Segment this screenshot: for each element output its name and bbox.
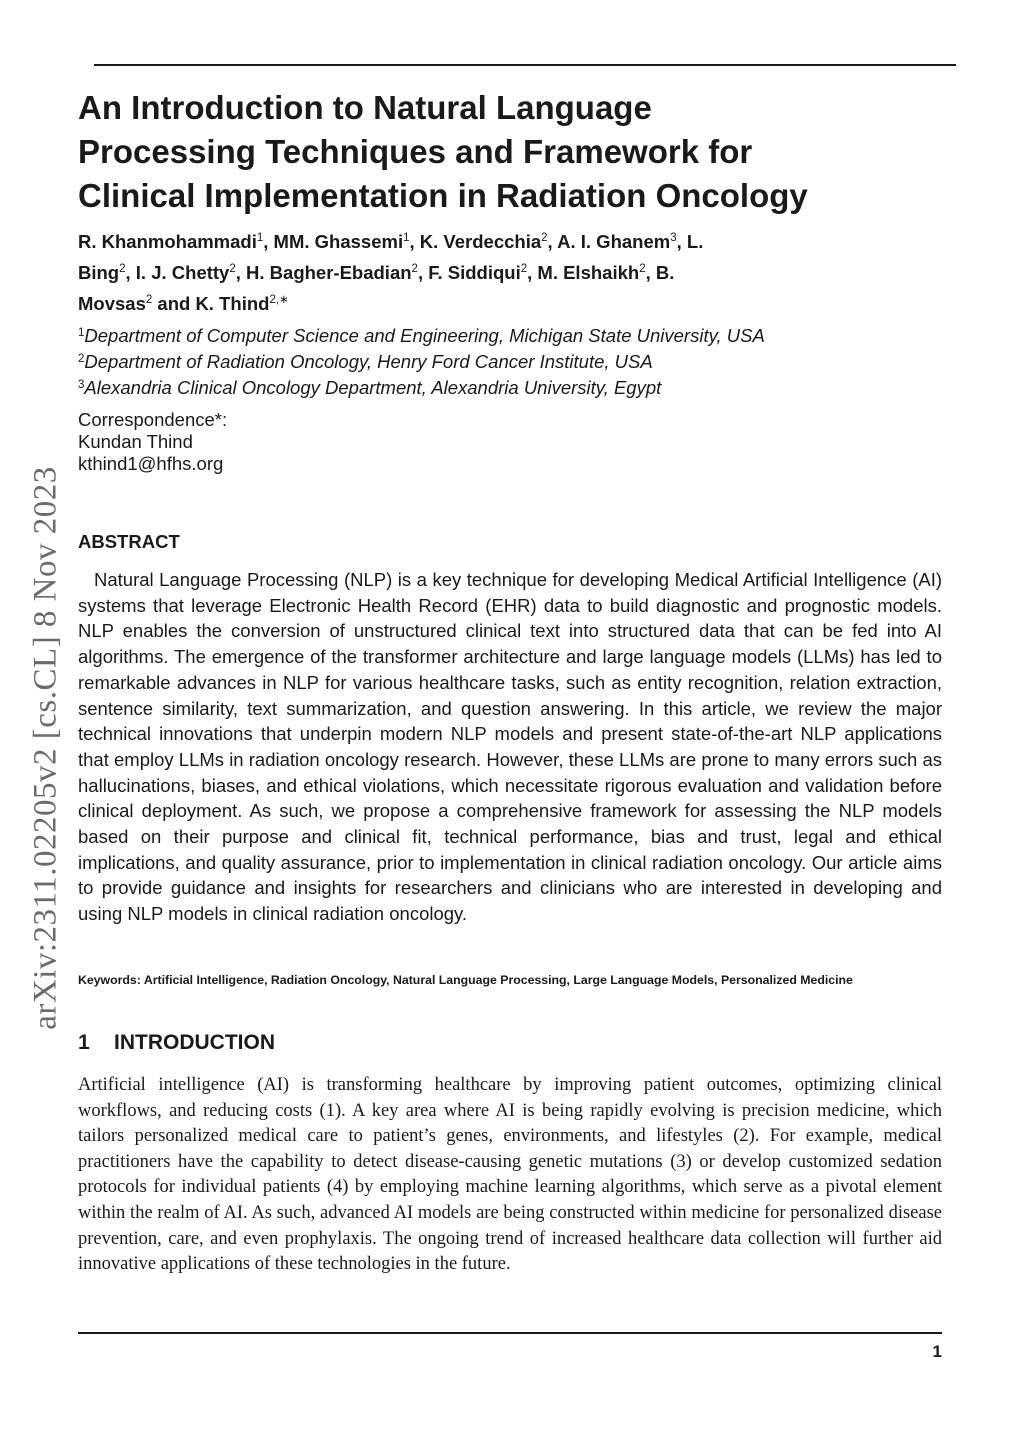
- author-name: , L.: [676, 231, 704, 252]
- affiliation-marker: 2: [119, 263, 126, 275]
- abstract-body: Natural Language Processing (NLP) is a key technique for developing Medical Artificial Intelligence (AI) systems that leverage Electronic Health Record (EHR) data to build diagnostic and prognostic models. NLP enables the conversion of unstructured clinical text into structured data that can be fed into AI algorithms. The emergence of the transformer architecture and large language models (LLMs) has led to remarkable advances in NLP for various healthcare tasks, such as entity recognition, relation extraction, sentence similarity, text summarization, and question answering. In this article, we review the major technical innovations that underpin modern NLP models and present state-of-the-art NLP applications that employ LLMs in radiation oncology research. However, these LLMs are prone to many errors such as hallucinations, biases, and ethical violations, which necessitate rigorous evaluation and validation before clinical deployment. As such, we propose a comprehensive framework for assessing the NLP models based on their purpose and clinical fit, technical performance, bias and trust, legal and ethical implications, and quality assurance, prior to implementation in clinical radiation oncology. Our article aims to provide guidance and insights for researchers and clinicians who are interested in developing and using NLP models in clinical radiation oncology.: [78, 569, 942, 925]
- keywords-line: Keywords: Artificial Intelligence, Radiation Oncology, Natural Language Processing, Large Language Models, Personalized Medicine: [78, 973, 853, 987]
- affiliation-marker: 2: [520, 263, 528, 275]
- author-name: , F. Siddiqui: [417, 262, 521, 283]
- affiliation-number: 2: [78, 353, 85, 365]
- affiliation-marker: 3: [670, 232, 677, 244]
- paper-title: [78, 86, 938, 218]
- author-name: , MM. Ghassemi: [263, 231, 404, 252]
- correspondence-email[interactable]: kthind1@hfhs.org: [78, 453, 224, 474]
- title-line: An Introduction to Natural Language: [78, 89, 652, 126]
- affiliation-item: [78, 323, 938, 349]
- section-title: INTRODUCTION: [114, 1031, 275, 1054]
- affiliation-list: [78, 323, 938, 401]
- affiliation-item: [78, 349, 938, 375]
- affiliation-marker: 2,∗: [269, 294, 289, 306]
- introduction-body: Artificial intelligence (AI) is transforming healthcare by improving patient outcomes, optimizing clinical workflows, and reducing costs (1). A key area where AI is being rapidly evolving is precision medicine, which tailors personalized medical care to patient’s genes, environments, and lifestyles (2). For example, medical practitioners have the capability to detect disease-causing genetic mutations (3) or develop customized sedation protocols for individual patients (4) by employing machine learning algorithms, which serve as a pivotal element within the realm of AI. As such, advanced AI models are being constructed within medicine for personalized disease prevention, care, and even prophylaxis. The ongoing trend of increased healthcare data collection will further aid innovative applications of these technologies in the future.: [78, 1075, 942, 1275]
- title-line: Clinical Implementation in Radiation Oncology: [78, 177, 808, 214]
- affiliation-marker: 2: [229, 263, 236, 275]
- author-list: [78, 226, 938, 319]
- section-number: 1: [78, 1031, 90, 1054]
- affiliation-marker: 2: [145, 294, 153, 306]
- affiliation-number: 3: [78, 379, 85, 391]
- affiliation-item: [78, 375, 938, 401]
- title-line: Processing Techniques and Framework for: [78, 133, 753, 170]
- author-name: Movsas: [78, 293, 146, 314]
- affiliation-marker: 2: [411, 263, 418, 275]
- author-name: , H. Bagher-Ebadian: [235, 262, 412, 283]
- affiliation-marker: 2: [639, 263, 646, 275]
- author-name: Bing: [78, 262, 120, 283]
- header-rule: [94, 64, 956, 66]
- correspondence-block: [78, 409, 227, 475]
- author-name: , I. J. Chetty: [125, 262, 230, 283]
- page-number: 1: [932, 1342, 942, 1361]
- affiliation-text: Department of Computer Science and Engineering, Michigan State University, USA: [84, 325, 765, 346]
- affiliation-marker: 1: [403, 232, 410, 244]
- author-name: , B.: [645, 262, 675, 283]
- author-line: [78, 257, 938, 288]
- author-name: and K. Thind: [152, 293, 270, 314]
- author-name: , A. I. Ghanem: [547, 231, 671, 252]
- affiliation-text: Department of Radiation Oncology, Henry Ford Cancer Institute, USA: [84, 351, 653, 372]
- affiliation-number: 1: [78, 327, 85, 339]
- correspondence-label: Correspondence*:: [78, 409, 228, 430]
- arxiv-identifier-stamp[interactable]: arXiv:2311.02205v2 [cs.CL] 8 Nov 2023: [27, 466, 64, 1030]
- author-line: [78, 226, 938, 257]
- affiliation-text: Alexandria Clinical Oncology Department, Alexandria University, Egypt: [84, 377, 662, 398]
- author-name: , K. Verdecchia: [409, 231, 542, 252]
- correspondence-name: Kundan Thind: [78, 431, 193, 452]
- author-name: R. Khanmohammadi: [78, 231, 257, 252]
- section-heading-introduction: [78, 1030, 275, 1056]
- author-line: [78, 288, 938, 319]
- affiliation-marker: 1: [256, 232, 264, 244]
- footer-rule: [78, 1332, 942, 1334]
- affiliation-marker: 2: [541, 232, 548, 244]
- author-name: , M. Elshaikh: [527, 262, 640, 283]
- abstract-heading: ABSTRACT: [78, 531, 180, 552]
